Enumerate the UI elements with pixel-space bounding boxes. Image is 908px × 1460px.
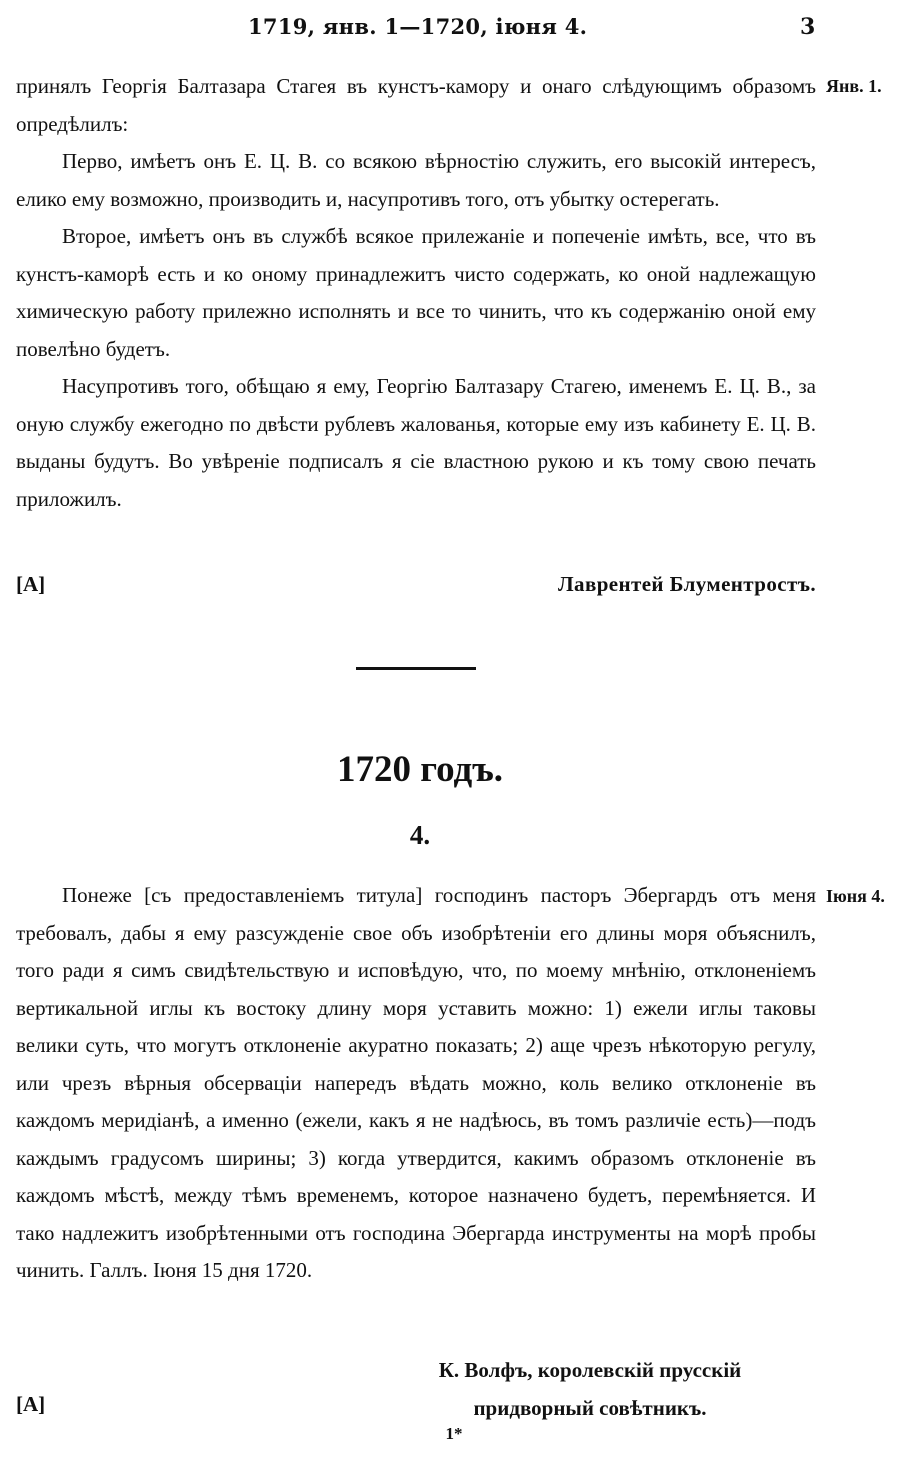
document-number: 4. bbox=[409, 820, 431, 850]
signature-blumentrost: Лаврентей Блументростъ. bbox=[558, 572, 816, 596]
paragraph-salary: Насупротивъ того, обѣщаю я ему, Георгію Балтазару Стагею, именемъ Е. Ц. В., за оную службу ежегодно по двѣсти рублевъ жалованья, которые ему изъ кабинету Е. Ц. В. выданы будутъ. Во увѣреніе подписалъ я сіе властною рукою и къ тому свою печать приложилъ. bbox=[16, 374, 816, 511]
sheet-mark: 1* bbox=[445, 1424, 463, 1443]
running-head: 1719, янв. 1—1720, іюня 4. bbox=[248, 14, 588, 39]
archive-label: [A] bbox=[16, 572, 46, 596]
margin-note-jan: Янв. 1. bbox=[826, 76, 882, 96]
section2-body bbox=[16, 877, 816, 1290]
paragraph-wolff-letter: Понеже [съ предоставленіемъ титула] господинъ пасторъ Эбергардъ отъ меня требовалъ, дабы я ему разсужденіе свое объ изобрѣтеніи его длины моря объяснилъ, того ради я симъ свидѣтельствую и исповѣдую, что, по моему мнѣнію, отклоненіемъ вертикальной иглы къ востоку длину моря уставить можно: 1) ежели иглы таковы велики суть, что могутъ отклоненіе акуратно показать; 2) аще чрезъ нѣкоторую регулу, или чрезъ вѣрныя обсерваціи напередъ вѣдать можно, коль велико отклоненіе въ каждомъ меридіанѣ, а именно (ежели, какъ я не надѣюсь, въ томъ различіе есть)—подъ каждымъ градусомъ ширины; 3) когда утвердится, какимъ образомъ отклоненіе въ каждомъ мѣстѣ, между тѣмъ временемъ, которое назначено будетъ, перемѣняется. И тако надлежитъ изобрѣтенными отъ господина Эбергарда инструменты на морѣ пробы чинить. Галлъ. Іюня 15 дня 1720. bbox=[16, 883, 816, 1282]
paragraph-continuation: принялъ Георгія Балтазара Стагея въ кунстъ-камору и онаго слѣдующимъ образомъ опредѣлилъ: bbox=[16, 74, 816, 136]
paragraph-second-duty: Второе, имѣетъ онъ въ службѣ всякое прилежаніе и попеченіе имѣть, все, что въ кунстъ-каморѣ есть и ко оному принадлежитъ чисто содержать, ко оной надлежащую химическую работу прилежно исполнять и все то чинить, что къ содержанію оной ему повелѣно будетъ. bbox=[16, 224, 816, 361]
closing-signature-line1: К. Волфъ, королевскій прусскій bbox=[438, 1358, 742, 1382]
section-divider bbox=[356, 667, 476, 670]
year-heading: 1720 годъ. bbox=[336, 749, 504, 790]
paragraph-first-duty: Перво, имѣетъ онъ Е. Ц. В. со всякою вѣрностію служить, его высокій интересъ, елико ему возможно, производить и, насупротивъ того, отъ убытку остерегать. bbox=[16, 149, 816, 211]
page-number: 3 bbox=[800, 14, 816, 40]
section1-body bbox=[16, 68, 816, 518]
margin-note-june: Іюня 4. bbox=[826, 886, 885, 906]
closing-signature-line2: придворный совѣтникъ. bbox=[473, 1396, 707, 1420]
archive-label-2: [A] bbox=[16, 1392, 46, 1416]
page-header bbox=[0, 14, 908, 48]
signature-line bbox=[16, 572, 816, 610]
